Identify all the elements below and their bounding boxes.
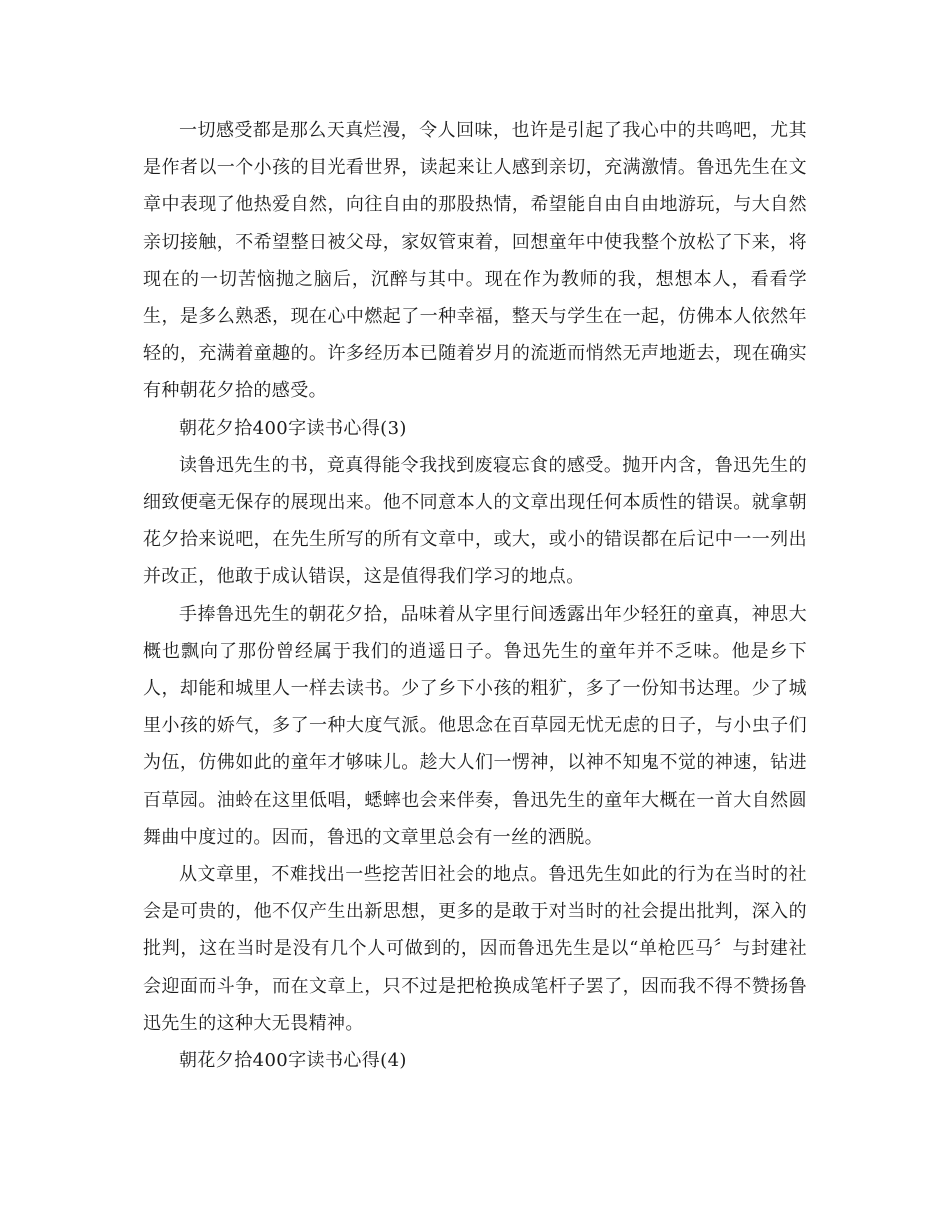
paragraph-baicaoyuan: 手捧鲁迅先生的朝花夕拾，品味着从字里行间透露出年少轻狂的童真，神思大概也飘向了那份曾经属于我们的逍遥日子。鲁迅先生的童年并不乏味。他是乡下人，却能和城里人一样去读书。少了乡下小孩的粗犷，多了一份知书达理。少了城里小孩的娇气，多了一种大度气派。他思念在百草园无忧无虑的日子，与小虫子们为伍，仿佛如此的童年才够味儿。趁大人们一愣神，以神不知鬼不觉的神速，钻进百草园。油蛉在这里低唱，蟋蟀也会来伴奏，鲁迅先生的童年大概在一首大自然圆舞曲中度过的。因而，鲁迅的文章里总会有一丝的洒脱。 (143, 603, 807, 848)
paragraph-social-criticism: 从文章里，不难找出一些挖苦旧社会的地点。鲁迅先生如此的行为在当时的社会是可贵的，他不仅产生出新思想，更多的是敢于对当时的社会提出批判，深入的批判，这在当时是没有几个人可做到的，因而鲁迅先生是以“单枪匹马〞与封建社会迎面而斗争，而在文章上，只不过是把枪换成笔杆子罢了，因而我不得不赞扬鲁迅先生的这种大无畏精神。 (143, 864, 807, 1034)
paragraph-childhood-feelings: 一切感受都是那么天真烂漫，令人回味，也许是引起了我心中的共鸣吧，尤其是作者以一个小孩的目光看世界，读起来让人感到亲切，充满激情。鲁迅先生在文章中表现了他热爱自然，向往自由的那股热情，希望能自由自由地游玩，与大自然亲切接触，不希望整日被父母，家奴管束着，回想童年中使我整个放松了下来，将现在的一切苦恼抛之脑后，沉醉与其中。现在作为教师的我，想想本人，看看学生，是多么熟悉，现在心中燃起了一种幸福，整天与学生在一起，仿佛本人依然年轻的，充满着童趣的。许多经历本已随着岁月的流逝而悄然无声地逝去，现在确实有种朝花夕拾的感受。 (143, 120, 807, 402)
paragraph-reading-lu-xun: 读鲁迅先生的书，竟真得能令我找到废寝忘食的感受。抛开内含，鲁迅先生的细致便毫无保存的展现出来。他不同意本人的文章出现任何本质性的错误。就拿朝花夕拾来说吧，在先生所写的所有文章中，或大，或小的错误都在后记中一一列出并改正，他敢于成认错误，这是值得我们学习的地点。 (143, 454, 807, 588)
section-heading-4: 朝花夕拾400字读书心得(4) (179, 1050, 407, 1072)
document-page (143, 112, 807, 1079)
section-heading-3: 朝花夕拾400字读书心得(3) (179, 417, 407, 439)
